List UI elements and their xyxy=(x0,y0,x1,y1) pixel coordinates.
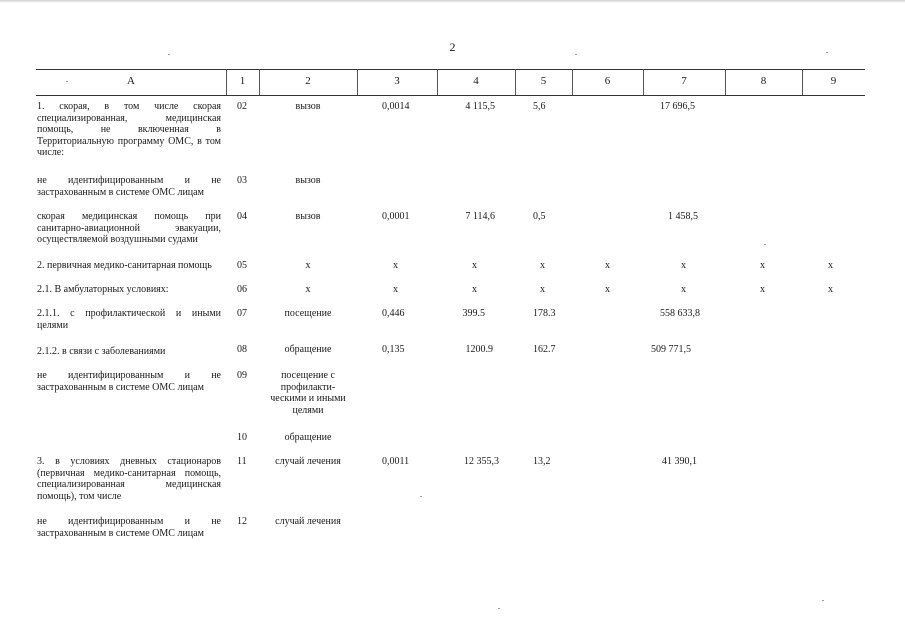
row-unit: посещение с профилакти-ческими и иными целями xyxy=(270,370,346,416)
row-value-col4: х xyxy=(472,284,477,295)
row-value-col6: х xyxy=(605,260,610,271)
row-code: 08 xyxy=(237,344,247,355)
row-value-col9: х xyxy=(828,260,833,271)
row-value-col8: х xyxy=(760,260,765,271)
row-unit: вызов xyxy=(295,211,321,222)
row-value-col9: х xyxy=(828,284,833,295)
row-code: 05 xyxy=(237,260,247,271)
row-code: 02 xyxy=(237,101,247,112)
row-value-col7: 558 633,8 xyxy=(660,308,700,319)
row-code: 06 xyxy=(237,284,247,295)
row-value-col3: 0,0001 xyxy=(382,211,410,222)
row-value-col4: х xyxy=(472,260,477,271)
row-description: не идентифицированным и не застрахованным в системе ОМС лицам xyxy=(37,175,221,198)
row-value-col3: 0,0014 xyxy=(382,101,410,112)
column-header-7: 7 xyxy=(681,75,687,87)
header-bottom-border xyxy=(36,95,865,96)
row-description: скорая медицинская помощь при санитарно-авиационной эвакуации, осуществляемой воздушными судами xyxy=(37,211,221,245)
row-value-col7: х xyxy=(681,260,686,271)
row-value-col7: х xyxy=(681,284,686,295)
row-value-col8: х xyxy=(760,284,765,295)
scan-speck xyxy=(420,496,422,497)
row-value-col5: 5,6 xyxy=(533,101,546,112)
column-header-3: 3 xyxy=(394,75,400,87)
row-description: 3. в условиях дневных стационаров (первичная медико-санитарная помощь, специализированная медицинская помощь), том числе xyxy=(37,456,221,502)
row-value-col5: 13,2 xyxy=(533,456,551,467)
row-code: 12 xyxy=(237,516,247,527)
scan-speck xyxy=(498,608,500,609)
row-value-col3: х xyxy=(393,284,398,295)
row-unit: вызов xyxy=(295,101,321,112)
row-unit: обращение xyxy=(284,344,332,355)
scan-speck xyxy=(66,81,68,82)
column-header-5: 5 xyxy=(540,75,547,87)
row-unit: посещение xyxy=(284,308,332,319)
row-value-col4: 399.5 xyxy=(462,308,485,319)
row-code: 03 xyxy=(237,175,247,186)
column-header-6: 6 xyxy=(604,75,611,87)
row-description: не идентифицированным и не застрахованным в системе ОМС лицам xyxy=(37,370,221,393)
column-header-4: 4 xyxy=(473,75,479,87)
row-description: не идентифицированным и не застрахованным в системе ОМС лицам xyxy=(37,516,221,539)
row-code: 11 xyxy=(237,456,247,467)
row-value-col6: х xyxy=(605,284,610,295)
scan-speck xyxy=(168,54,170,55)
row-value-col3: х xyxy=(393,260,398,271)
row-value-col4: 1200.9 xyxy=(465,344,493,355)
row-value-col7: 1 458,5 xyxy=(668,211,698,222)
row-description: 2. первичная медико-санитарная помощь xyxy=(37,260,212,271)
row-unit: х xyxy=(305,260,311,271)
row-description: 1. скорая, в том числе скорая специализированная, медицинская помощь, не включенная в Территориальную программу ОМС, в том числе: xyxy=(37,101,221,158)
row-code: 07 xyxy=(237,308,247,319)
row-value-col7: 41 390,1 xyxy=(662,456,697,467)
header-top-border xyxy=(36,69,865,70)
row-description: 2.1. В амбулаторных условиях: xyxy=(37,284,169,295)
row-unit: вызов xyxy=(295,175,321,186)
row-code: 10 xyxy=(237,432,247,443)
row-value-col5: 178.3 xyxy=(533,308,556,319)
row-value-col5: 0,5 xyxy=(533,211,546,222)
scan-speck xyxy=(822,600,824,601)
row-value-col7: 509 771,5 xyxy=(651,344,691,355)
row-unit: случай лечения xyxy=(275,516,341,527)
column-header-9: 9 xyxy=(830,75,837,87)
row-value-col3: 0,135 xyxy=(382,344,405,355)
row-value-col4: 7 114,6 xyxy=(465,211,495,222)
page-number: 2 xyxy=(449,40,456,54)
row-unit: х xyxy=(305,284,311,295)
row-value-col5: 162.7 xyxy=(533,344,556,355)
column-header-a: A xyxy=(127,75,135,87)
row-value-col3: 0,0011 xyxy=(382,456,410,467)
row-value-col5: х xyxy=(540,260,545,271)
scan-speck xyxy=(764,244,766,245)
row-value-col5: х xyxy=(540,284,545,295)
row-value-col4: 12 355,3 xyxy=(464,456,499,467)
scan-speck xyxy=(575,54,577,55)
row-value-col4: 4 115,5 xyxy=(465,101,495,112)
row-code: 09 xyxy=(237,370,247,381)
column-header-2: 2 xyxy=(305,75,311,87)
row-value-col7: 17 696,5 xyxy=(660,101,695,112)
row-description: 2.1.2. в связи с заболеваниями xyxy=(37,346,166,357)
row-description: 2.1.1. с профилактической и иными целями xyxy=(37,308,221,331)
row-unit: обращение xyxy=(284,432,332,443)
column-header-1: 1 xyxy=(239,75,246,87)
column-header-8: 8 xyxy=(760,75,767,87)
row-unit: случай лечения xyxy=(275,456,341,467)
row-code: 04 xyxy=(237,211,247,222)
scan-speck xyxy=(826,52,828,53)
row-value-col3: 0,446 xyxy=(382,308,405,319)
